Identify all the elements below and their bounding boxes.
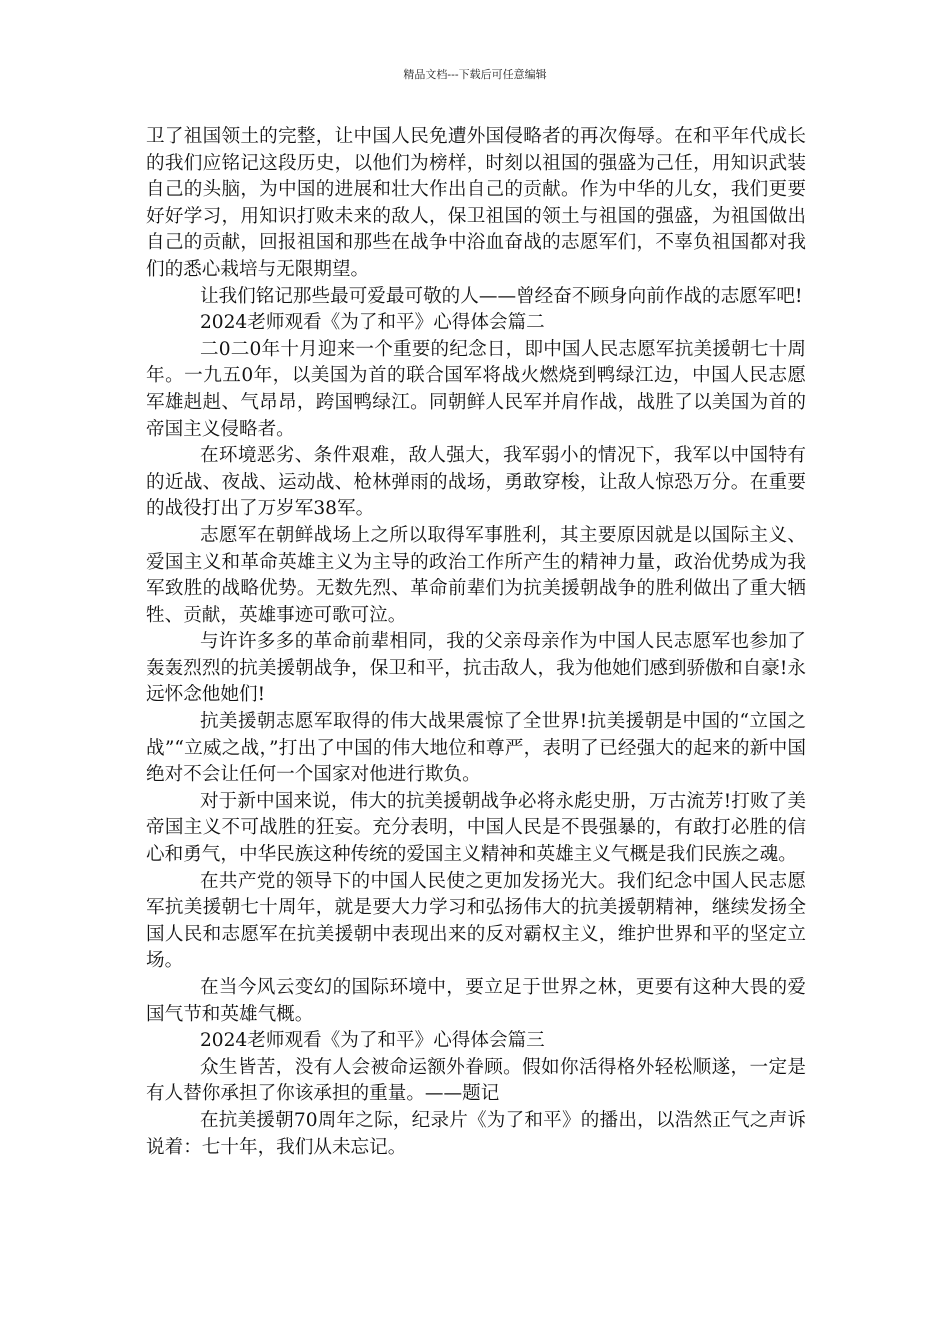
- paragraph: 众生皆苦，没有人会被命运额外眷顾。假如你活得格外轻松顺遂，一定是有人替你承担了你该承担的重量。——题记: [146, 1056, 806, 1105]
- paragraph: 志愿军在朝鲜战场上之所以取得军事胜利，其主要原因就是以国际主义、爱国主义和革命英雄主义为主导的政治工作所产生的精神力量，政治优势成为我军致胜的战略优势。无数先烈、革命前辈们为抗美援朝战争的胜利做出了重大牺牲、贡献，英雄事迹可歌可泣。: [146, 524, 806, 626]
- paragraph: 在共产党的领导下的中国人民使之更加发扬光大。我们纪念中国人民志愿军抗美援朝七十周年，就是要大力学习和弘扬伟大的抗美援朝精神，继续发扬全国人民和志愿军在抗美援朝中表现出来的反对霸权主义，维护世界和平的坚定立场。: [146, 870, 806, 972]
- paragraph: 卫了祖国领土的完整，让中国人民免遭外国侵略者的再次侮辱。在和平年代成长的我们应铭记这段历史，以他们为榜样，时刻以祖国的强盛为己任，用知识武装自己的头脑，为中国的进展和壮大作出自己的贡献。作为中华的儿女，我们更要好好学习，用知识打败未来的敌人，保卫祖国的领土与祖国的强盛，为祖国做出自己的贡献，回报祖国和那些在战争中浴血奋战的志愿军们，不辜负祖国都对我们的悉心栽培与无限期望。: [146, 126, 806, 280]
- paragraph: 在当今风云变幻的国际环境中，要立足于世界之林，更要有这种大畏的爱国气节和英雄气概。: [146, 977, 806, 1025]
- page-header: 精品文档---下载后可任意编辑: [403, 68, 547, 81]
- paragraph: 在抗美援朝70周年之际，纪录片《为了和平》的播出，以浩然正气之声诉说着：七十年，我们从未忘记。: [146, 1109, 806, 1158]
- paragraph: 与许许多多的革命前辈相同，我的父亲母亲作为中国人民志愿军也参加了轰轰烈烈的抗美援朝战争，保卫和平，抗击敌人，我为他她们感到骄傲和自豪!永远怀念他她们!: [146, 631, 806, 706]
- paragraph: 抗美援朝志愿军取得的伟大战果震惊了全世界!抗美援朝是中国的“立国之战”“立威之战，”打出了中国的伟大地位和尊严，表明了已经强大的起来的新中国绝对不会让任何一个国家对他进行欺负。: [146, 711, 806, 786]
- paragraph: 二0二0年十月迎来一个重要的纪念日，即中国人民志愿军抗美援朝七十周年。一九五0年，以美国为首的联合国军将战火燃烧到鸭绿江边，中国人民志愿军雄赳赳、气昂昂，跨国鸭绿江。同朝鲜人民军并肩作战，战胜了以美国为首的帝国主义侵略者。: [146, 338, 806, 440]
- section-heading: 2024老师观看《为了和平》心得体会篇二: [199, 312, 545, 334]
- section-heading: 2024老师观看《为了和平》心得体会篇三: [199, 1030, 545, 1052]
- document-body: [146, 124, 806, 1161]
- paragraph: 在环境恶劣、条件艰难，敌人强大，我军弱小的情况下，我军以中国特有的近战、夜战、运动战、枪林弹雨的战场，勇敢穿梭，让敌人惊恐万分。在重要的战役打出了万岁军38军。: [146, 445, 806, 520]
- paragraph: 让我们铭记那些最可爱最可敬的人——曾经奋不顾身向前作战的志愿军吧!: [199, 285, 803, 307]
- paragraph: 对于新中国来说，伟大的抗美援朝战争必将永彪史册，万古流芳!打败了美帝国主义不可战胜的狂妄。充分表明，中国人民是不畏强暴的，有敢打必胜的信心和勇气，中华民族这种传统的爱国主义精神和英雄主义气概是我们民族之魂。: [146, 790, 806, 866]
